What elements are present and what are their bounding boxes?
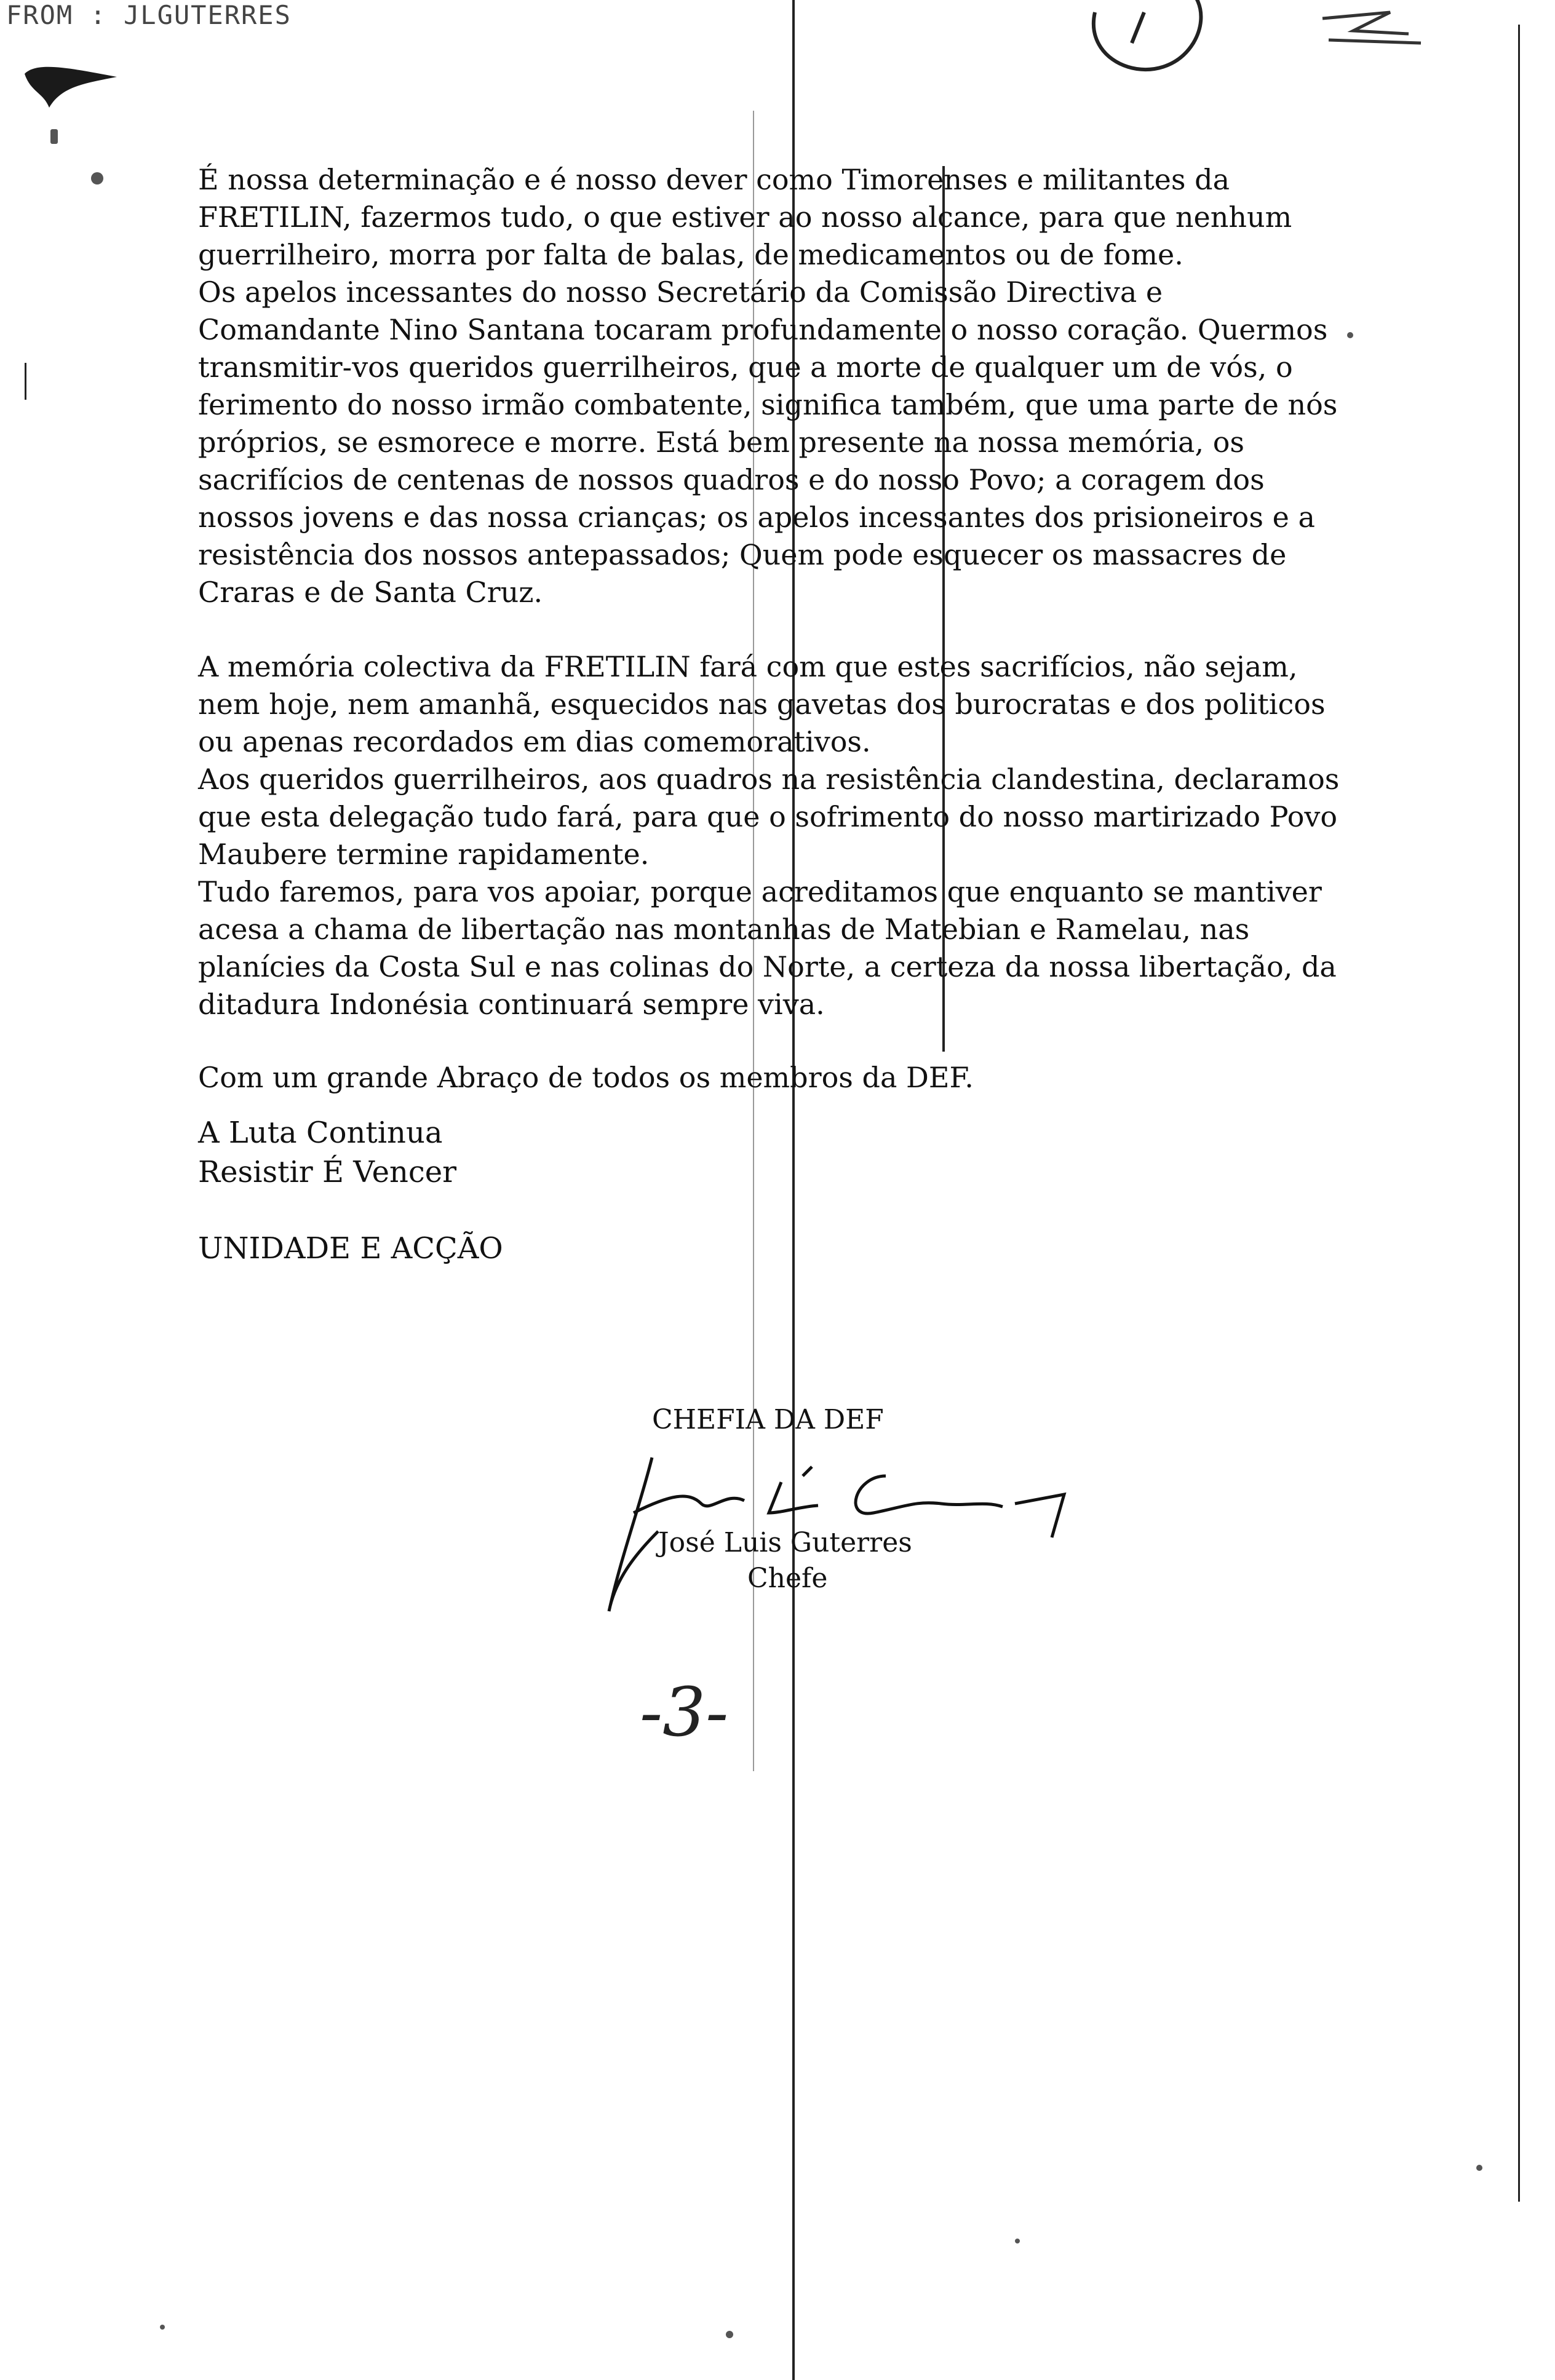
signatory-role: Chefe <box>747 1563 828 1594</box>
scan-speck <box>1347 332 1353 338</box>
paragraph-support: Tudo faremos, para vos apoiar, porque acreditamos que enquanto se mantiver acesa a chama de libertação nas montanhas de Matebian e Ramelau, nas planícies da Costa Sul e nas colinas do Norte, a certeza da nossa libertação, da ditadura Indonésia continuará sempre viva. <box>198 875 1337 1021</box>
paragraph-guerrillas: Aos queridos guerrilheiros, aos quadros na resistência clandestina, declaramos que esta delegação tudo fará, para que o sofrimento do nosso martirizado Povo Maubere termine rapidamente. <box>198 763 1340 871</box>
scan-line-artifact <box>25 363 26 400</box>
ink-blot <box>12 49 129 117</box>
scan-speck <box>726 2331 733 2338</box>
handwritten-circle-mark <box>1070 0 1218 98</box>
ink-dot <box>50 129 58 144</box>
paragraph-embrace: Com um grande Abraço de todos os membros da DEF. <box>198 1061 974 1094</box>
paragraph-appeals: Os apelos incessantes do nosso Secretário da Comissão Directiva e Comandante Nino Santana tocaram profundamente o nosso coração. Quermos transmitir-vos queridos guerrilheiros, que a morte de qualquer um de vós, o ferimento do nosso irmão combatente, significa também, que uma parte de nós próprios, se esmorece e morre. Está bem presente na nossa memória, os sacrifícios de centenas de nossos quadros e do nosso Povo; a coragem dos nossos jovens e das nossa crianças; os apelos incessantes dos prisioneiros e a resistência dos nossos antepassados; Quem pode esquecer os massacres de Craras e de Santa Cruz. <box>198 276 1338 609</box>
signature-title: CHEFIA DA DEF <box>652 1404 884 1435</box>
motto-unidade-accao: UNIDADE E ACÇÃO <box>198 1231 503 1266</box>
scan-speck <box>1015 2239 1020 2243</box>
motto-luta-continua: A Luta Continua <box>198 1116 443 1150</box>
motto-resistir-vencer: Resistir É Vencer <box>198 1155 457 1189</box>
page-number: -3- <box>640 1673 729 1751</box>
corner-scribble-mark <box>1316 6 1427 49</box>
scan-line-artifact <box>1518 25 1520 2202</box>
letter-body <box>198 161 1348 1097</box>
closing-mottos <box>198 1113 503 1268</box>
scan-speck <box>160 2325 165 2330</box>
fax-header: FROM : JLGUTERRES <box>6 0 292 30</box>
paragraph-collective-memory: A memória colectiva da FRETILIN fará com que estes sacrifícios, não sejam, nem hoje, nem amanhã, esquecidos nas gavetas dos burocratas e dos politicos ou apenas recordados em dias comemorativos. <box>198 650 1326 758</box>
ink-dot <box>91 172 103 184</box>
paragraph-determination: É nossa determinação e é nosso dever como Timorenses e militantes da FRETILIN, fazermos tudo, o que estiver ao nosso alcance, para que nenhum guerrilheiro, morra por falta de balas, de medicamentos ou de fome. <box>198 163 1292 271</box>
scan-speck <box>1476 2165 1482 2171</box>
signatory-name: José Luis Guterres <box>658 1527 912 1558</box>
